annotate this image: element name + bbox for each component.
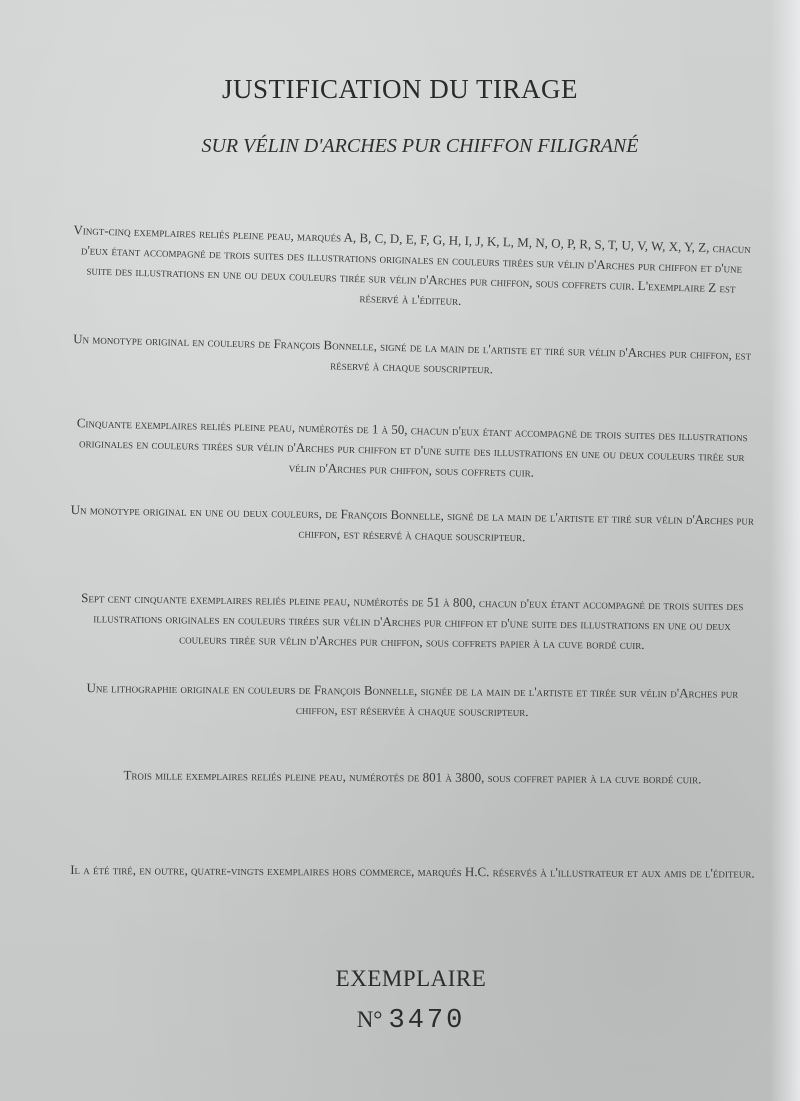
number-value: 3470 (388, 1006, 466, 1036)
paragraph-fifty-copies: Cinquante exemplaires reliés pleine peau, numérotés de 1 à 50, chacun d'eux étant accompagné de trois suites des illustrations originales en couleurs tirées sur vélin d'Arches pur chiffon et d'une suite des illustrations en une ou deux couleurs tirée sur vélin d'Arches pur chiffon, sous coffrets cuir. (76, 415, 748, 480)
paragraph-monotype-color: Un monotype original en couleurs de François Bonnelle, signé de la main de l'artiste et tiré sur vélin d'Arches pur chiffon, est réservé à chaque souscripteur. (73, 331, 752, 377)
paragraph-three-thousand-copies: Trois mille exemplaires reliés pleine peau, numérotés de 801 à 3800, sous coffret papier à la cuve bordé cuir. (123, 767, 702, 787)
paragraph-seven-hundred-fifty-copies: Sept cent cinquante exemplaires reliés pleine peau, numérotés de 51 à 800, chacun d'eux étant accompagné de trois suites des illustrations originales en couleurs tirées sur vélin d'Arches pur chiffon et d'une suite des illustrations en une ou deux couleurs tirée sur vélin d'Arches pur chiffon, sous coffrets papier à la cuve bordé cuir. (81, 590, 744, 653)
page-subtitle: SUR VÉLIN D'ARCHES PUR CHIFFON FILIGRANÉ (201, 135, 639, 157)
paragraph-lettered-copies: Vingt-cinq exemplaires reliés pleine peau, marqués A, B, C, D, E, F, G, H, I, J, K, L, M, N, O, P, R, S, T, U, V, W, X, Y, Z, chacun d'eux étant accompagné de trois suites des illustrations originales en couleurs tirées sur vélin d'Arches pur chiffon et d'une suite des illustrations en une ou deux couleurs tirée sur vélin d'Arches pur chiffon, sous coffrets cuir. L'exemplaire Z est réservé à l'éditeur. (73, 222, 751, 308)
number-prefix: N° (356, 1007, 383, 1032)
exemplaire-number (0, 1006, 800, 1036)
paragraph-hors-commerce: Il a été tiré, en outre, quatre-vingts exemplaires hors commerce, marqués H.C. réservés à l'illustrateur et aux amis de l'éditeur. (70, 862, 755, 881)
page-title: JUSTIFICATION DU TIRAGE (221, 74, 578, 104)
page-edge-highlight (770, 0, 800, 1101)
paragraph-lithograph: Une lithographie originale en couleurs de François Bonnelle, signée de la main de l'artiste et tirée sur vélin d'Arches pur chiffon, est réservée à chaque souscripteur. (86, 680, 739, 720)
exemplaire-label: EXEMPLAIRE (335, 966, 487, 991)
paragraph-monotype-two-colors: Un monotype original en une ou deux couleurs, de François Bonnelle, signé de la main de l'artiste et tiré sur vélin d'Arches pur chiffon, est réservé à chaque souscripteur. (70, 502, 755, 545)
